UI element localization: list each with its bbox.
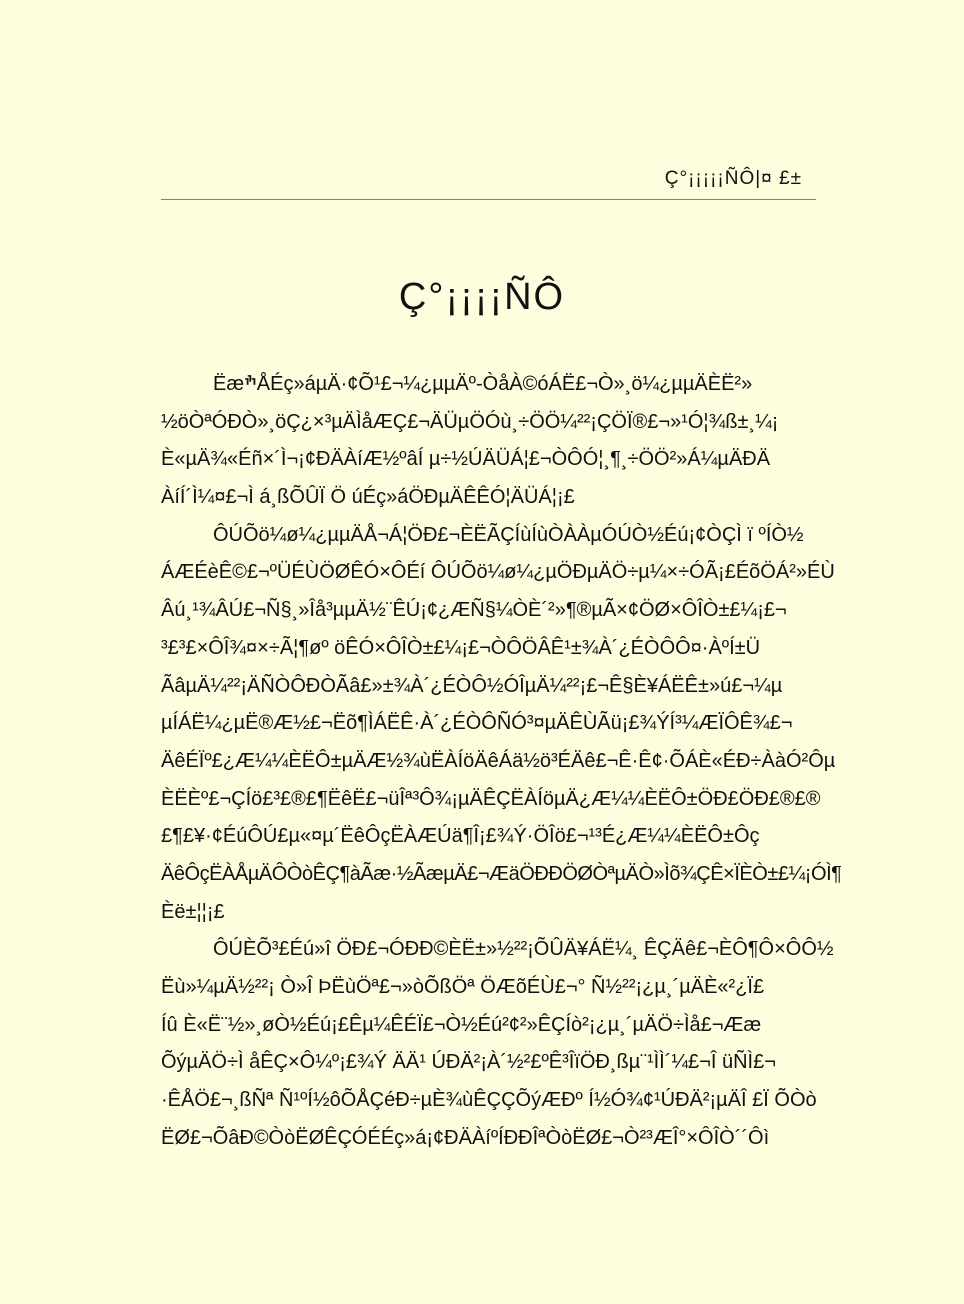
body-text: [161, 366, 841, 1157]
text-line: Ëù»¼µÄ½²²¡ Ò»Î ÞËùÖª£¬»òÕßÖª ÖÆõÉÙ£¬° Ñ½²²¡¿µ¸´µÄÈ«²¿Ï£: [161, 976, 765, 998]
text-line: ÈËÈº£¬ÇÍö£³£®£¶ËêË£¬üÎª³Ô¾¡µÄÊÇËÀÍöµÄ¿Æ¼¼ÈËÔ±ÖÐ£ÖÐ£®£®: [161, 787, 821, 810]
text-line: ÀíÍ´Ì¼¤£¬Ì á¸ßÕÛÏ Ö úÉç»áÖÐµÄÊÊÓ¦ÄÜÁ¦¡£: [161, 486, 575, 509]
text-line: È«µÄ¾«Éñ×´Ì¬¡¢ÐÄÀíÆ½ºâÍ µ÷½ÚÄÜÁ¦£¬ÒÔÓ¦¸¶¸÷ÖÖ²»Á¼µÄÐÄ: [161, 448, 771, 471]
text-line: ËæׯÅÉç»áµÄ·¢Õ¹£¬¼¿µµÄº-ÒåÀ©óÁË£¬Ò»¸ö¼¿µµÄÈË²»: [213, 373, 753, 395]
text-line: ·ÊÅÖ£¬¸ßÑª Ñ¹ºÍ½ôÕÅÇéÐ÷µÈ¾ùÊÇÇÕýÆÐº Í½Ó¾¢¹ÚÐÄ²¡µÄÎ £Ï ÕÒò: [161, 1089, 817, 1112]
text-line: ÄêÉÏº£¿Æ¼¼ÈËÔ±µÄÆ½¾ùËÀÍöÄêÁä½ö³ÉÄê£¬Ê·Ê¢·ÕÁÈ«ÉÐ÷ÀàÓ²Ôµ: [161, 749, 836, 772]
chapter-title: Ç°¡¡¡¡ÑÔ: [398, 276, 566, 318]
text-line: ³£³£×ÔÎ¾¤×÷Ã¦¶øº öÊÓ×ÔÎÒ±£¼¡£¬ÒÔÖÂÊ¹±¾À´¿ÉÒÔÔ¤·ÀºÍ±Ü: [161, 636, 761, 659]
text-line: Âú¸¹¾ÂÚ£¬Ñ§¸»Îå³µµÄ½¨ÊÚ¡¢¿ÆÑ§¼ÒÈ´²»¶®µÃ×¢ÖØ×ÔÎÒ±£¼¡£¬: [161, 599, 787, 622]
text-line: ½öÒªÓÐÒ»¸öÇ¿×³µÄÌåÆÇ£¬ÄÜµÖÓù¸÷ÖÖ¼²²¡ÇÖÏ®£¬»¹Ó¦¾ß±¸¼¡: [161, 410, 779, 433]
text-line: ÃâµÄ¼²²¡ÄÑÒÔÐÒÃâ£»±¾À´¿ÉÒÔ½ÓÎµÄ¼²²¡£¬Ê§È¥ÁËÊ±»ú£¬¼µ: [161, 674, 783, 697]
text-line: ÕýµÄÖ÷Ì åÊÇ×Ô¼º¡£¾Ý ÄÄ¹ ÚÐÄ²¡À´½²£ºÊ³ÎïÖÐ¸ßµ¨¹ÌÌ´¼£¬Î üÑÌ£¬: [161, 1051, 776, 1074]
running-header: Ç°¡¡¡¡¡ÑÔ|¤ £±: [664, 168, 802, 189]
text-line: ÔÚÈÕ³£Éú»î ÖÐ£¬ÓÐÐ©ÈË±»½²²¡ÕÛÄ¥ÁË¼¸ ÊÇÄê£¬ÈÔ¶Ô×ÔÔ½: [213, 938, 834, 961]
text-line: £¶£¥·¢ÉúÔÚ£µ«¤µ´ËêÔçËÀÆÚä¶Î¡£¾Ý·ÖÎö£¬¹³É¿Æ¼¼ÈËÔ±Ôç: [161, 825, 760, 848]
text-line: ÄêÔçËÀÅµÄÔÒòÊÇ¶àÃæ·½ÃæµÄ£¬ÆäÖÐÐÖØÒªµÄÒ»Ìõ¾ÇÊ×ÏÈÒ±£¼¡ÓÌ¶: [161, 862, 842, 885]
text-line: Íû È«Ë¨½»¸øÒ½Éú¡£Êµ¼ÊÉÏ£¬Ò½Éú²¢²»ÊÇÍò²¡¿µ¸´µÄÖ÷Ìå£¬Ææ: [161, 1013, 762, 1036]
text-line: ÁÆÉèÊ©£¬ºÜÉÙÖØÊÓ×ÔÉí ÔÚÕö¼ø¼¿µÖÐµÄÖ÷µ¼×÷ÓÃ¡£ÉõÖÁ²»ÉÙ: [161, 561, 835, 584]
text-line: ËØ£¬ÕâÐ©ÒòËØÊÇÓÉÉç»á¡¢ÐÄÀíºÍÐÐÎªÒòËØ£¬Ò²³ÆÎ°×ÔÎÒ´´Ôì: [161, 1126, 770, 1149]
text-line: µÍÁË¼¿µË®Æ½£¬Ëõ¶ÌÁËÊ·À´¿ÉÒÔÑÓ³¤µÄÊÙÃü¡£¾ÝÍ³¼ÆÏÔÊ¾£¬: [161, 712, 793, 735]
header-rule: [161, 199, 816, 200]
text-line: ÔÚÕö¼ø¼¿µµÄÅ¬Á¦ÖÐ£¬ÈËÃÇÍùÍùÒÀÀµÓÚÒ½Éú¡¢ÒÇÌ ï ºÍÒ½: [213, 523, 804, 546]
text-line: Èë±¦¦¡£: [161, 900, 225, 923]
